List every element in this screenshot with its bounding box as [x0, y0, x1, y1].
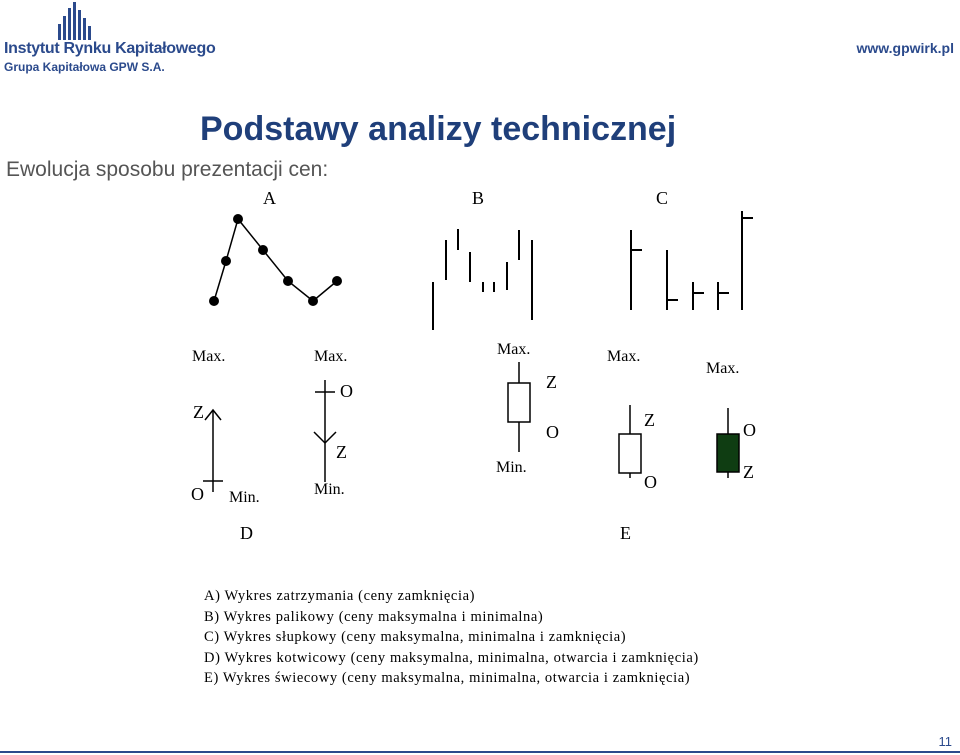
- d2-min-label: Min.: [314, 481, 345, 498]
- label-c: C: [656, 188, 669, 208]
- e1-open-label: O: [546, 422, 559, 442]
- e3-close-label: Z: [743, 462, 754, 482]
- d1-max-label: Max.: [192, 348, 226, 365]
- logo-title: Instytut Rynku Kapitałowego: [4, 40, 216, 57]
- page-number: 11: [938, 734, 952, 749]
- anchor-chart-d1: [203, 410, 223, 492]
- label-b: B: [472, 188, 485, 208]
- e2-close-label: Z: [644, 410, 655, 430]
- stick-chart-b: [433, 229, 532, 330]
- label-a: A: [263, 188, 276, 208]
- e2-max-label: Max.: [607, 348, 641, 365]
- label-e: E: [620, 523, 631, 543]
- label-d: D: [240, 523, 253, 543]
- d1-min-label: Min.: [229, 489, 260, 506]
- chart-captions: [204, 586, 699, 689]
- page-title: Podstawy analizy technicznej: [200, 110, 677, 148]
- e1-min-label: Min.: [496, 459, 527, 476]
- caption-c: C) Wykres słupkowy (ceny maksymalna, minimalna i zamknięcia): [204, 629, 627, 645]
- e1-close-label: Z: [546, 372, 557, 392]
- caption-b: B) Wykres palikowy (ceny maksymalna i minimalna): [204, 608, 544, 625]
- footer-rule: [0, 751, 960, 753]
- e3-max-label: Max.: [706, 360, 740, 377]
- candle-chart-e3: [717, 408, 739, 478]
- caption-a: A) Wykres zatrzymania (ceny zamknięcia): [204, 588, 476, 604]
- line-chart-a: [209, 214, 342, 306]
- e2-open-label: O: [644, 472, 657, 492]
- caption-d: D) Wykres kotwicowy (ceny maksymalna, minimalna, otwarcia i zamknięcia): [204, 649, 699, 666]
- bar-chart-c: [631, 211, 753, 310]
- d2-max-label: Max.: [314, 348, 348, 365]
- d2-open-label: O: [340, 381, 353, 401]
- page-subtitle: Ewolucja sposobu prezentacji cen:: [6, 158, 329, 181]
- candle-chart-e1: [508, 362, 530, 452]
- d2-close-label: Z: [336, 442, 347, 462]
- d1-close-label: Z: [193, 402, 204, 422]
- e1-max-label: Max.: [497, 341, 531, 358]
- site-url-link[interactable]: www.gpwirk.pl: [856, 40, 954, 56]
- caption-e: E) Wykres świecowy (ceny maksymalna, minimalna, otwarcia i zamknięcia): [204, 670, 691, 686]
- e3-open-label: O: [743, 420, 756, 440]
- anchor-chart-d2: [314, 380, 336, 482]
- logo-subtitle: Grupa Kapitałowa GPW S.A.: [4, 60, 165, 74]
- d1-open-label: O: [191, 484, 204, 504]
- candle-chart-e2: [619, 405, 641, 478]
